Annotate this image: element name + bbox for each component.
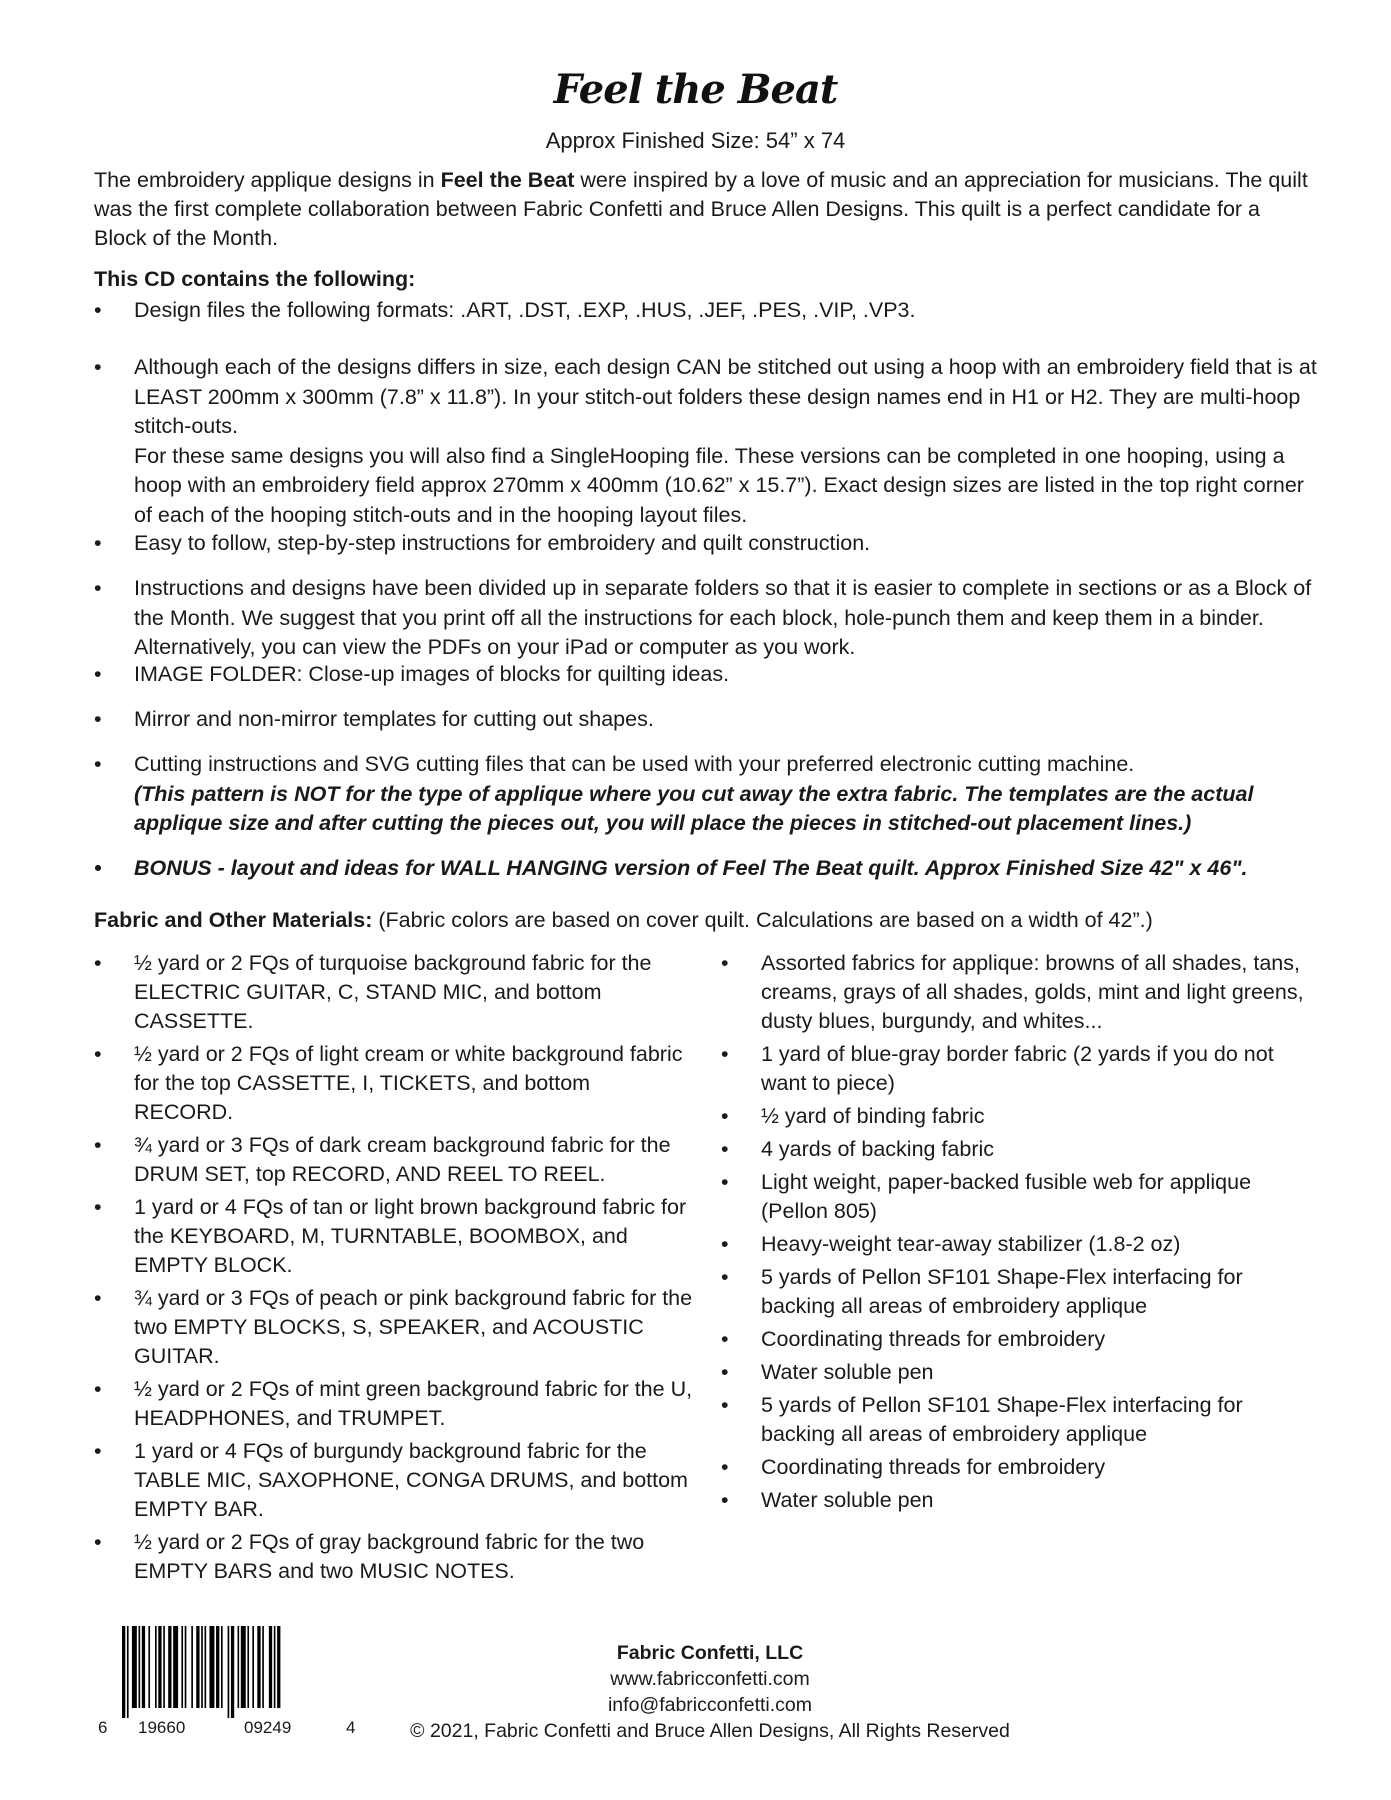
bullet: • [721,1137,729,1161]
list-item [721,1486,1321,1515]
list-item [721,1391,1321,1449]
list-item-text: Coordinating threads for embroidery [761,1327,1106,1351]
bullet: • [721,1170,729,1194]
barcode-bar [205,1626,207,1708]
list-item-text: ½ yard or 2 FQs of gray background fabric for the two EMPTY BARS and two MUSIC NOTES. [134,1530,645,1583]
barcode-bar [168,1626,171,1708]
bullet: • [94,707,102,731]
list-item-text: ¾ yard or 3 FQs of peach or pink background fabric for the two EMPTY BLOCKS, S, SPEAKER, and ACOUSTIC GUITAR. [134,1286,693,1368]
list-item [721,1168,1321,1226]
single-hoop-text: For these same designs you will also find a SingleHooping file. These versions can be completed in one hooping, using a hoop with an embroidery field approx 270mm x 400mm (10.62” x 15.7”). Exact design sizes are listed in the top right corner of each of the hooping stitch-outs and in the hooping layout files. [134,443,1304,527]
footer [360,1640,1060,1744]
list-item-text: Water soluble pen [761,1360,934,1384]
barcode-bar [216,1626,219,1708]
barcode-bar [228,1626,230,1718]
list-item-text: IMAGE FOLDER: Close-up images of blocks for quilting ideas. [134,662,730,686]
barcode-bar [231,1626,234,1718]
list-item-text: 4 yards of backing fabric [761,1137,995,1161]
materials-left-column [94,949,694,1590]
list-item [94,854,1324,884]
barcode-bar [201,1626,203,1708]
list-item-text: Instructions and designs have been divided up in separate folders so that it is easier to complete in sections or as a Block of the Month. We suggest that you print off all the instructions for each block, hole-punch them and keep them in a binder. Alternatively, you can view the PDFs on your iPad or computer as you work. [134,576,1312,659]
list-item-text: ½ yard of binding fabric [761,1104,985,1128]
company-name: Fabric Confetti, LLC [616,1642,804,1664]
list-item [94,574,1324,663]
list-item-text: 1 yard or 4 FQs of tan or light brown background fabric for the KEYBOARD, M, TURNTABLE, BOOMBOX, and EMPTY BLOCK. [134,1195,687,1277]
finished-size: Approx Finished Size: 54” x 74 [545,128,846,153]
materials-heading-label: Fabric and Other Materials: [94,908,373,932]
list-item [721,1358,1321,1387]
bullet: • [721,1488,729,1512]
list-item-text: Coordinating threads for embroidery [761,1455,1106,1479]
barcode-digits-right: 09249 [244,1718,292,1737]
bullet: • [94,951,102,975]
barcode-bar [173,1626,178,1708]
barcode-bar [139,1626,141,1708]
barcode-digit-start: 6 [98,1718,108,1737]
bullet: • [94,1042,102,1066]
bullet: • [721,1232,729,1256]
barcode-bar [196,1626,199,1708]
barcode-bar [238,1626,240,1708]
barcode-bar [132,1626,137,1708]
page-title: Feel the Beat [553,66,838,113]
barcode-bar [241,1626,246,1708]
barcode-bar [122,1626,125,1718]
list-item [94,1193,694,1280]
barcode-bar [191,1626,193,1708]
bullet: • [94,662,102,686]
bullet: • [721,1042,729,1066]
list-item-text: Water soluble pen [761,1488,934,1512]
barcode-digit-end: 4 [346,1718,356,1737]
list-item [721,1135,1321,1164]
list-item-text: Mirror and non-mirror templates for cutting out shapes. [134,707,654,731]
list-item [721,1230,1321,1259]
cutting-note: (This pattern is NOT for the type of applique where you cut away the extra fabric. The templates are the actual applique size and after cutting the pieces out, you will place the pieces in stitched-out placement lines.) [134,781,1254,835]
barcode-bar [142,1626,145,1708]
barcode-bar [155,1626,157,1708]
bullet: • [721,1265,729,1289]
barcode [122,1626,342,1718]
barcode-bar [262,1626,264,1708]
barcode-bar [185,1626,187,1708]
intro-bold-title: Feel the Beat [440,168,575,192]
list-item-text: 1 yard or 4 FQs of burgundy background fabric for the TABLE MIC, SAXOPHONE, CONGA DRUMS, and bottom EMPTY BAR. [134,1439,688,1521]
list-item [721,1102,1321,1131]
list-item [94,1528,694,1586]
list-item-text [134,750,1324,839]
list-item-text: Easy to follow, step-by-step instructions for embroidery and quilt construction. [134,531,871,555]
copyright: © 2021, Fabric Confetti and Bruce Allen Designs, All Rights Reserved [410,1720,1010,1742]
list-item [94,660,1324,690]
bullet: • [94,1195,102,1219]
list-item [94,1437,694,1524]
website-link[interactable]: www.fabricconfetti.com [610,1668,810,1690]
barcode-bar [163,1626,165,1708]
list-item [721,1453,1321,1482]
list-item [721,1040,1321,1098]
list-item-text: Assorted fabrics for applique: browns of all shades, tans, creams, grays of all shades, golds, mint and light greens, dusty blues, burgundy, and whites... [761,951,1304,1033]
bullet: • [94,531,102,555]
bullet: • [94,856,102,880]
list-item-text: ¾ yard or 3 FQs of dark cream background fabric for the DRUM SET, top RECORD, AND REEL TO REEL. [134,1133,671,1186]
intro-text-2: were inspired by a love of music and an appreciation for musicians. The quilt was the first complete collaboration between Fabric Confetti and Bruce Allen Designs. This quilt is a perfect candidate for a Block of the Month. [94,168,1308,250]
barcode-bar [257,1626,260,1708]
bullet: • [721,1393,729,1417]
materials-right-column [721,949,1321,1519]
list-item-text: 5 yards of Pellon SF101 Shape-Flex interfacing for backing all areas of embroidery applique [761,1265,1243,1318]
barcode-digits-left: 19660 [138,1718,186,1737]
bullet: • [721,1327,729,1351]
list-item-text [134,353,1324,530]
list-item [94,705,1324,735]
list-item-text: 1 yard of blue-gray border fabric (2 yards if you do not want to piece) [761,1042,1274,1095]
barcode-bar [221,1626,223,1708]
list-item-text: ½ yard or 2 FQs of light cream or white background fabric for the top CASSETTE, I, TICKETS, and bottom RECORD. [134,1042,683,1124]
bullet: • [94,1530,102,1554]
bullet: • [94,752,102,776]
list-item [94,949,694,1036]
cd-contents-heading: This CD contains the following: [94,267,416,291]
list-item-text: Light weight, paper-backed fusible web for applique (Pellon 805) [761,1170,1252,1223]
barcode-bar [148,1626,150,1708]
bullet: • [94,1377,102,1401]
barcode-bar [277,1626,280,1708]
bullet: • [94,1286,102,1310]
list-item [94,1284,694,1371]
barcode-bar [181,1626,183,1708]
barcode-bar [252,1626,254,1708]
email-link[interactable]: info@fabricconfetti.com [607,1694,813,1716]
list-item [94,529,1324,559]
barcode-bar [209,1626,214,1708]
list-item [94,1040,694,1127]
intro-paragraph [94,166,1314,253]
list-item [94,1375,694,1433]
list-item [94,296,1324,326]
bullet: • [721,1104,729,1128]
barcode-bar [269,1626,272,1708]
cutting-text: Cutting instructions and SVG cutting files that can be used with your preferred electronic cutting machine. [134,752,1135,776]
list-item [721,949,1321,1036]
bullet: • [721,1360,729,1384]
bullet: • [94,1439,102,1463]
multi-hoop-text: Although each of the designs differs in size, each design CAN be stitched out using a hoop with an embroidery field that is at LEAST 200mm x 300mm (7.8” x 11.8”). In your stitch-out folders these design names end in H1 or H2. They are multi-hoop stitch-outs. [134,355,1317,438]
materials-heading [94,908,1354,933]
list-item [94,353,1324,530]
intro-text-1: The embroidery applique designs in [94,168,441,192]
list-item [94,1131,694,1189]
list-item-text: Heavy-weight tear-away stabilizer (1.8-2 oz) [761,1232,1181,1256]
barcode-bar [274,1626,276,1708]
bullet: • [94,1133,102,1157]
list-item-text: ½ yard or 2 FQs of turquoise background fabric for the ELECTRIC GUITAR, C, STAND MIC, and bottom CASSETTE. [134,951,652,1033]
list-item-text: Design files the following formats: .ART, .DST, .EXP, .HUS, .JEF, .PES, .VIP, .VP3. [134,298,916,322]
bonus-text: BONUS - layout and ideas for WALL HANGING version of Feel The Beat quilt. Approx Finished Size 42" x 46". [134,856,1248,880]
bullet: • [94,576,102,600]
barcode-bar [247,1626,249,1708]
list-item [721,1263,1321,1321]
bullet: • [94,355,102,379]
bullet: • [94,298,102,322]
bullet: • [721,1455,729,1479]
barcode-bar [127,1626,129,1718]
list-item [721,1325,1321,1354]
list-item-text: ½ yard or 2 FQs of mint green background fabric for the U, HEADPHONES, and TRUMPET. [134,1377,693,1430]
barcode-bar [158,1626,161,1708]
materials-note: (Fabric colors are based on cover quilt. Calculations are based on a width of 42”.) [372,908,1153,932]
list-item [94,750,1324,839]
bullet: • [721,951,729,975]
list-item-text: 5 yards of Pellon SF101 Shape-Flex interfacing for backing all areas of embroidery applique [761,1393,1243,1446]
